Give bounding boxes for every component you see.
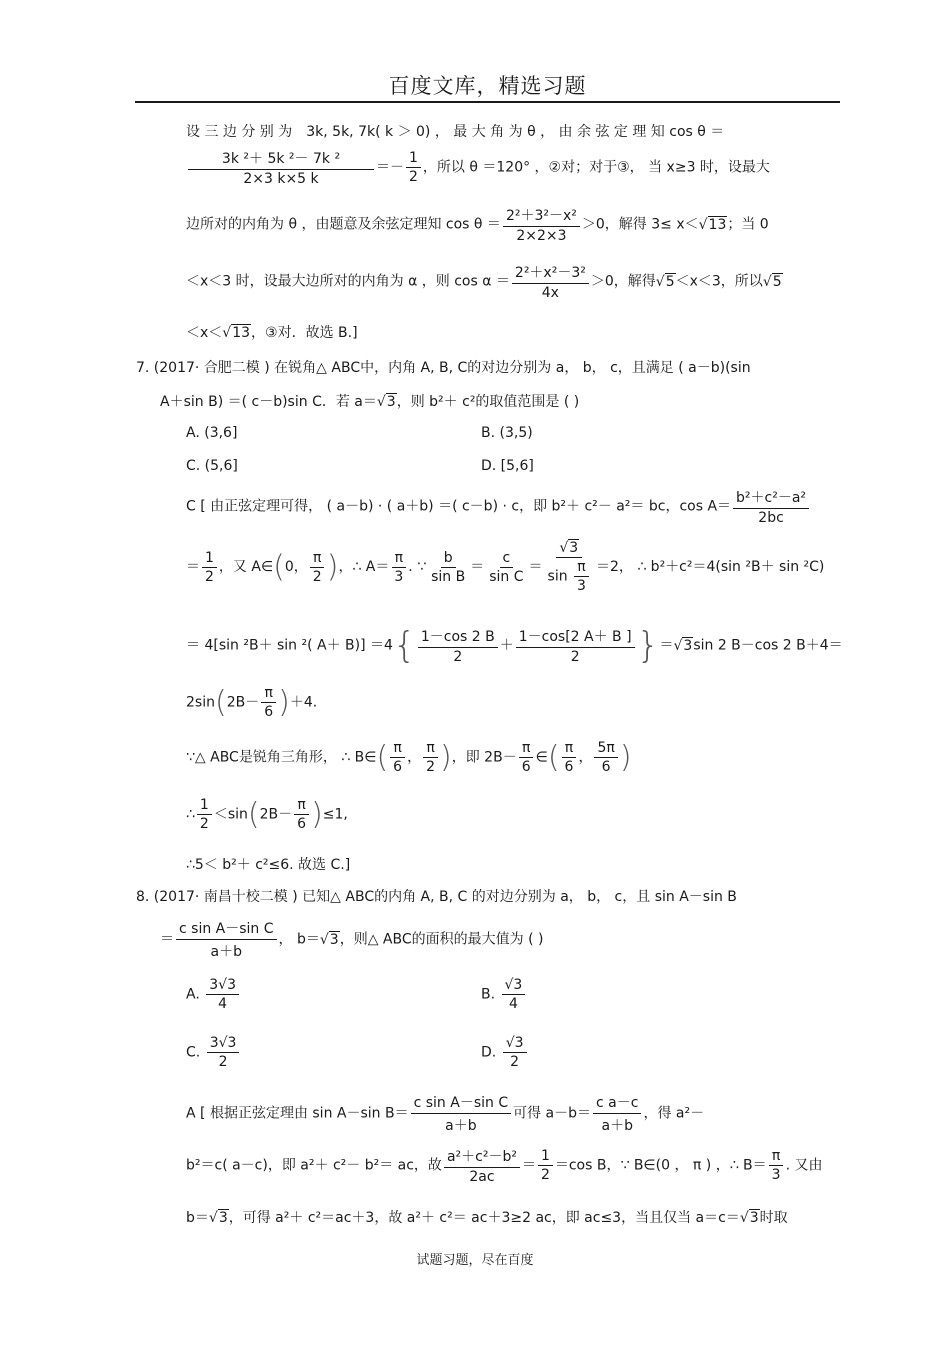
- q7-option-a: A. (3,6]: [186, 425, 238, 441]
- q8-option-a: A. $\frac{3√3}{4}$: [186, 977, 241, 1012]
- page-header-title: 百度文库，精选习题: [388, 74, 587, 98]
- q7-solution-line-4: 2sin(2B－ $\frac{\pi}{6}$ )＋4.: [186, 685, 318, 720]
- fraction: $\frac{\text{3k ²＋ 5k ²－ 7k ²}}{2\times 3 k\times 5 k}$: [188, 148, 374, 187]
- q8-option-c: C. $\frac{3√3}{2}$: [186, 1035, 241, 1070]
- right-paren: ): [326, 549, 339, 585]
- header-rule: [135, 101, 840, 103]
- left-brace: {: [392, 625, 416, 666]
- q8-stem-line-2: ＝ $\frac{\text{c sin A－sin C}}{a+b}$ ， b＝√3，则△ ABC的面积的最大值为 ( ): [160, 918, 543, 961]
- q7-stem-line-2: A＋sin B) ＝( c－b)sin C．若 a＝√3，则 b²＋ c²的取值范围是 ( ): [160, 394, 580, 410]
- right-brace: }: [636, 625, 660, 666]
- q8-solution-line-1: A [ 根据正弦定理由 sin A－sin B＝ $\frac{\text{c sin A－sin C}}{a+b}$ 可得 a－b＝ $\frac{\text{c a－c}}{a+b}$ ，得 a²－: [186, 1092, 704, 1135]
- left-paren: (: [273, 549, 285, 585]
- q7-option-c: C. (5,6]: [186, 458, 238, 474]
- prev-solution-line-3: 边所对的内角为 θ ，由题意及余弦定理知 cos θ ＝ $\frac{\text{2²＋3²－x²}}{2\times 2\times 3}$ ＞0，解得 3≤ x＜√13；当 0: [186, 205, 769, 244]
- q7-solution-line-7: ∴5＜ b²＋ c²≤6. 故选 C.]: [186, 857, 351, 873]
- q7-solution-line-2: ＝ $\frac{1}{2}$ ，又 A∈(0， $\frac{\pi}{2}$ )，∴ A＝ $\frac{\pi}{3}$ . ∵ $\frac{b}{\text{sin B}}$ ＝ $\frac{c}{\text{sin C}}$ ＝ √3 sin $\frac{\pi}{3}$ ＝2， ∴ b²＋c²＝4(sin ²B＋ sin ²C): [186, 540, 825, 594]
- q7-solution-line-1: C [ 由正弦定理可得， ( a－b) · ( a＋b) ＝( c－b) · c，即 b²＋ c²－ a²＝ bc，cos A＝ $\frac{\text{b²＋c²－a²}}{2bc}$: [186, 487, 811, 526]
- q8-stem-line-1: 8. (2017· 南昌十校二模 ) 已知△ ABC的内角 A, B, C 的对边分别为 a， b， c，且 sin A－sin B: [136, 889, 737, 905]
- prev-solution-line-1: 设 三 边 分 别 为 3k, 5k, 7k( k ＞ 0) ， 最 大 角 为 θ ， 由 余 弦 定 理 知 cos θ ＝: [186, 124, 725, 140]
- prev-solution-line-2: $\frac{\text{3k ²＋ 5k ²－ 7k ²}}{2\times 3 k\times 5 k}$ ＝－ $\frac{1}{2}$ ，所以 θ ＝120° ，②对；对于③， 当 x≥3 时，设最大: [186, 148, 770, 187]
- q7-option-d: D. [5,6]: [481, 458, 534, 474]
- q8-solution-line-2: b²＝c( a－c)，即 a²＋ c²－ b²＝ ac，故 $\frac{\text{a²＋c²－b²}}{2ac}$ ＝ $\frac{1}{2}$ ＝cos B，∵ B∈(0 ， π ) ，∴ B＝ $\frac{\pi}{3}$ . 又由: [186, 1148, 823, 1185]
- q7-option-b: B. (3,5): [481, 425, 533, 441]
- q8-solution-line-3: b＝√3，可得 a²＋ c²＝ac＋3，故 a²＋ c²＝ ac＋3≥2 ac，即 ac≤3，当且仅当 a＝c＝√3时取: [186, 1210, 788, 1226]
- q7-solution-line-3: ＝ 4[sin ²B＋ sin ²( A＋ B)] ＝4{ $\frac{1-\cos 2 B}{2}$ ＋ $\frac{1-\cos[2 A+ B ]}{2}$ }＝√3sin 2 B－cos 2 B＋4＝: [186, 625, 843, 666]
- q8-option-b: B. $\frac{√3}{4}$: [481, 977, 527, 1012]
- prev-solution-line-4: ＜x＜3 时，设最大边所对的内角为 α ，则 cos α ＝ $\frac{\text{2²＋x²－3²}}{4x}$ ＞0，解得√5＜x＜3，所以√5: [186, 262, 783, 301]
- q7-solution-line-5: ∵△ ABC是锐角三角形， ∴ B∈( $\frac{\pi}{6}$ ， $\frac{\pi}{2}$ )，即 2B－ $\frac{\pi}{6}$ ∈( $\frac{\pi}{6}$ ， $\frac{5\pi}{6}$ ): [186, 740, 632, 775]
- q7-stem-line-1: 7. (2017· 合肥二模 ) 在锐角△ ABC中，内角 A, B, C的对边分别为 a， b， c，且满足 ( a－b)(sin: [136, 360, 751, 376]
- sqrt-symbol: √13: [698, 216, 727, 233]
- q7-solution-line-6: ∴ $\frac{1}{2}$ ＜sin(2B－ $\frac{\pi}{6}$ )≤1,: [186, 797, 348, 832]
- prev-solution-line-5: ＜x＜√13，③对．故选 B.]: [186, 325, 358, 341]
- q8-option-d: D. $\frac{√3}{2}$: [481, 1035, 529, 1070]
- page-footer: 试题习题，尽在百度: [416, 1253, 534, 1268]
